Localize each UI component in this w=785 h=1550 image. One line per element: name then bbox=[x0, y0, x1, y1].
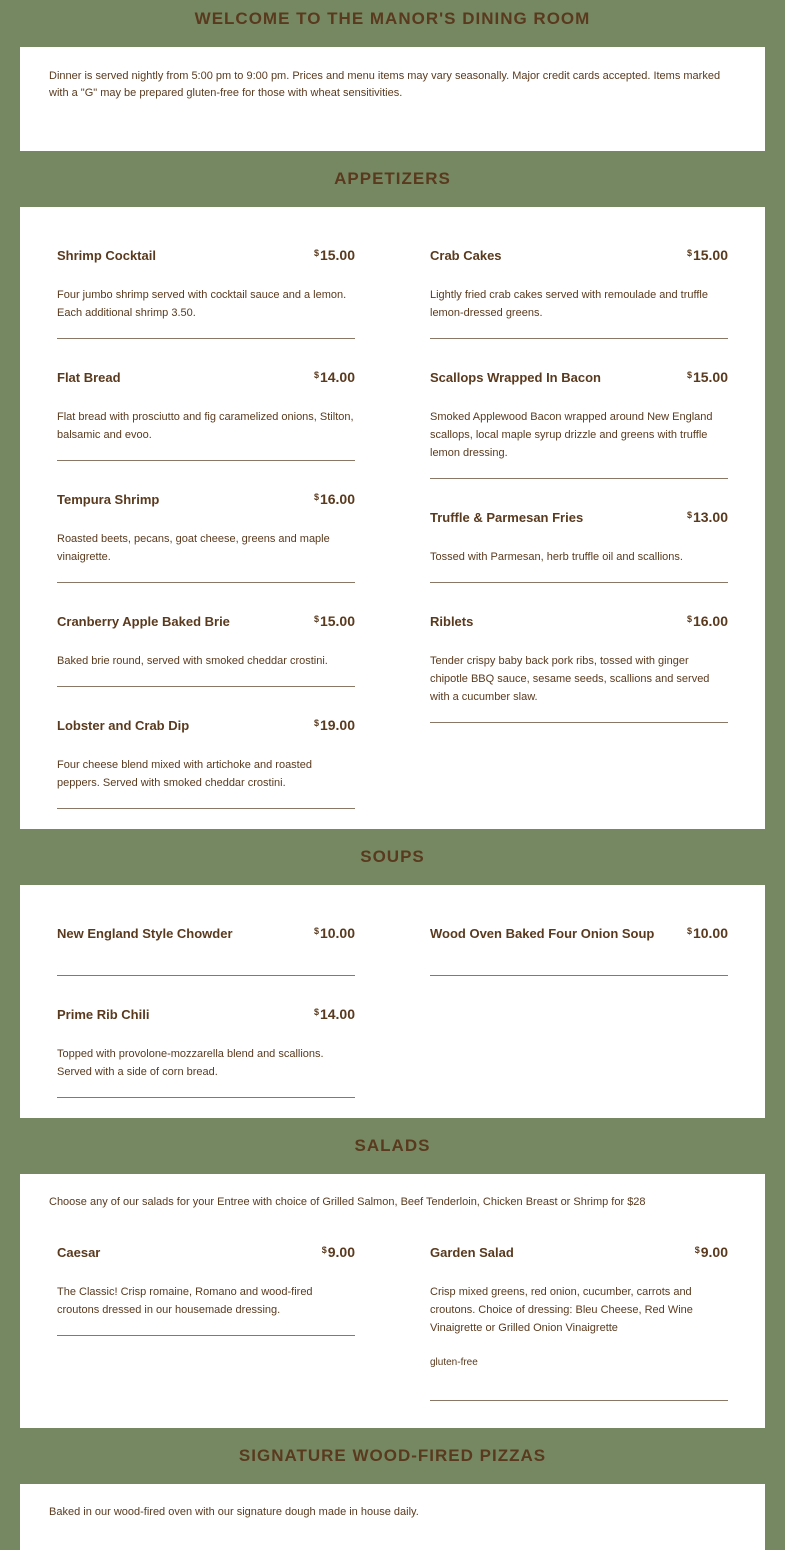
appetizers-left-column bbox=[57, 247, 355, 809]
salads-right-column bbox=[430, 1244, 728, 1401]
item-price: $15.00 bbox=[686, 247, 728, 263]
item-description: Tossed with Parmesan, herb truffle oil and scallions. bbox=[430, 551, 683, 563]
menu-item bbox=[57, 1006, 355, 1098]
item-description: Tender crispy baby back pork ribs, tossed with ginger chipotle BBQ sauce, sesame seeds, scallions and served with a cucumber slaw. bbox=[430, 655, 710, 703]
menu-item bbox=[57, 717, 355, 809]
item-description: Topped with provolone-mozzarella blend and scallions. Served with a side of corn bread. bbox=[57, 1048, 324, 1078]
item-price: $19.00 bbox=[313, 717, 355, 733]
salads-panel bbox=[20, 1174, 765, 1428]
item-name: Tempura Shrimp bbox=[57, 492, 160, 507]
item-description: Crisp mixed greens, red onion, cucumber, carrots and croutons. Choice of dressing: Bleu Cheese, Red Wine Vinaigrette or Grilled Onion Vinaigrette bbox=[430, 1286, 693, 1334]
salads-title: SALADS bbox=[354, 1136, 431, 1155]
item-price: $15.00 bbox=[313, 247, 355, 263]
pizzas-title: SIGNATURE WOOD-FIRED PIZZAS bbox=[238, 1446, 547, 1465]
menu-item bbox=[57, 247, 355, 339]
item-price: $16.00 bbox=[313, 491, 355, 507]
item-name: Crab Cakes bbox=[430, 248, 502, 263]
soups-left-column bbox=[57, 925, 355, 1098]
item-price: $9.00 bbox=[321, 1244, 355, 1260]
gluten-free-note: gluten-free bbox=[430, 1357, 478, 1368]
menu-item bbox=[57, 613, 355, 687]
menu-item bbox=[430, 369, 728, 479]
appetizers-title: APPETIZERS bbox=[334, 169, 451, 188]
welcome-title: WELCOME TO THE MANOR'S DINING ROOM bbox=[194, 9, 591, 28]
item-description: The Classic! Crisp romaine, Romano and wood-fired croutons dressed in our housemade dressing. bbox=[57, 1286, 313, 1316]
item-name: Riblets bbox=[430, 614, 474, 629]
menu-item bbox=[57, 369, 355, 461]
appetizers-right-column bbox=[430, 247, 728, 809]
item-name: Truffle & Parmesan Fries bbox=[430, 510, 584, 525]
soups-title: SOUPS bbox=[360, 847, 425, 866]
item-name: Caesar bbox=[57, 1245, 101, 1260]
item-name: Shrimp Cocktail bbox=[57, 248, 156, 263]
item-price: $10.00 bbox=[686, 925, 728, 941]
item-description: Baked brie round, served with smoked cheddar crostini. bbox=[57, 655, 328, 667]
menu-item bbox=[57, 925, 355, 976]
appetizers-panel bbox=[20, 207, 765, 829]
salads-intro: Choose any of our salads for your Entree with choice of Grilled Salmon, Beef Tenderloin, Chicken Breast or Shrimp for $28 bbox=[49, 1196, 646, 1208]
item-name: Lobster and Crab Dip bbox=[57, 718, 190, 733]
item-price: $13.00 bbox=[686, 509, 728, 525]
item-name: Scallops Wrapped In Bacon bbox=[430, 370, 601, 385]
item-description: Lightly fried crab cakes served with remoulade and truffle lemon-dressed greens. bbox=[430, 289, 708, 319]
item-price: $14.00 bbox=[313, 369, 355, 385]
item-name: Cranberry Apple Baked Brie bbox=[57, 614, 230, 629]
item-description: Roasted beets, pecans, goat cheese, greens and maple vinaigrette. bbox=[57, 533, 330, 563]
welcome-panel bbox=[20, 47, 765, 151]
menu-item bbox=[430, 247, 728, 339]
menu-item bbox=[57, 491, 355, 583]
salads-left-column bbox=[57, 1244, 355, 1401]
item-description: Smoked Applewood Bacon wrapped around New England scallops, local maple syrup drizzle and greens with truffle lemon dressing. bbox=[430, 411, 713, 459]
item-price: $14.00 bbox=[313, 1006, 355, 1022]
item-price: $15.00 bbox=[686, 369, 728, 385]
menu-item bbox=[57, 1244, 355, 1336]
item-price: $9.00 bbox=[694, 1244, 728, 1260]
menu-item bbox=[430, 925, 728, 976]
item-name: Flat Bread bbox=[57, 370, 121, 385]
item-description: Four cheese blend mixed with artichoke and roasted peppers. Served with smoked cheddar crostini. bbox=[57, 759, 312, 789]
item-description: Four jumbo shrimp served with cocktail sauce and a lemon. Each additional shrimp 3.50. bbox=[57, 289, 347, 319]
item-price: $16.00 bbox=[686, 613, 728, 629]
item-name: Garden Salad bbox=[430, 1245, 514, 1260]
item-price: $10.00 bbox=[313, 925, 355, 941]
welcome-intro: Dinner is served nightly from 5:00 pm to 9:00 pm. Prices and menu items may vary seasonally. Major credit cards accepted. Items marked with a "G" may be prepared gluten-free for those with wheat sensitivities. bbox=[49, 70, 721, 99]
item-name: Prime Rib Chili bbox=[57, 1007, 150, 1022]
pizzas-panel bbox=[20, 1484, 765, 1550]
soups-right-column bbox=[430, 925, 728, 1098]
item-name: New England Style Chowder bbox=[57, 926, 233, 941]
menu-item bbox=[430, 1244, 728, 1401]
menu-item bbox=[430, 509, 728, 583]
item-description: Flat bread with prosciutto and fig caramelized onions, Stilton, balsamic and evoo. bbox=[57, 411, 354, 441]
item-name: Wood Oven Baked Four Onion Soup bbox=[430, 926, 655, 941]
soups-panel bbox=[20, 885, 765, 1118]
menu-item bbox=[430, 613, 728, 723]
item-price: $15.00 bbox=[313, 613, 355, 629]
pizzas-intro: Baked in our wood-fired oven with our signature dough made in house daily. bbox=[49, 1506, 419, 1518]
